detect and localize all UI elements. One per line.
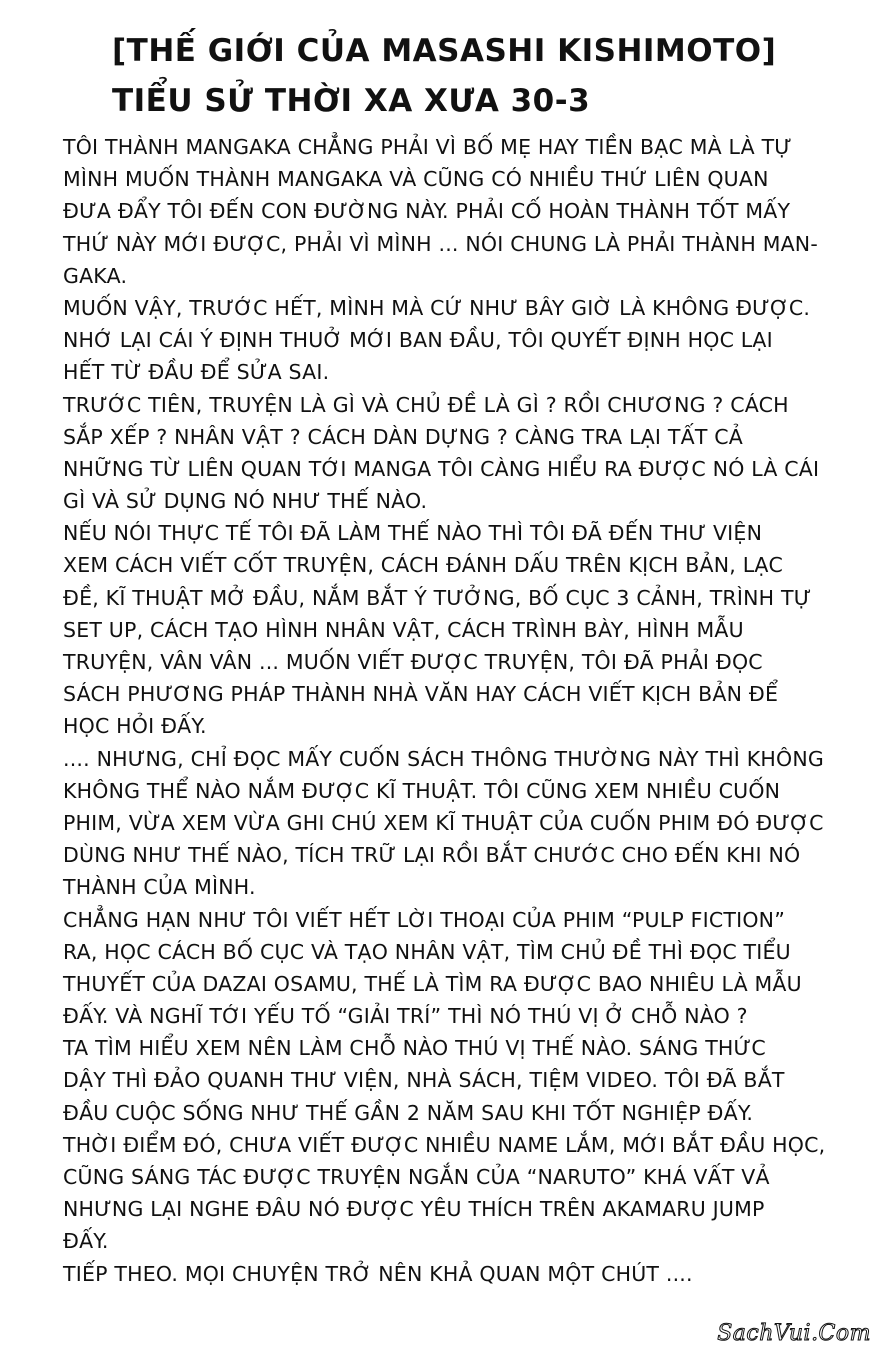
body-line: KHÔNG THỂ NÀO NẮM ĐƯỢC KĨ THUẬT. TÔI CŨNG XEM NHIỀU CUỐN bbox=[63, 778, 781, 803]
body-line: NHƯNG LẠI NGHE ĐÂU NÓ ĐƯỢC YÊU THÍCH TRÊN AKAMARU JUMP bbox=[63, 1197, 765, 1222]
body-line: THÀNH CỦA MÌNH. bbox=[63, 875, 256, 900]
body-line: CHẲNG HẠN NHƯ TÔI VIẾT HẾT LỜI THOẠI CỦA PHIM “PULP FICTION” bbox=[63, 907, 786, 932]
body-line: THUYẾT CỦA DAZAI OSAMU, THẾ LÀ TÌM RA ĐƯỢC BAO NHIÊU LÀ MẪU bbox=[63, 971, 802, 996]
body-line: PHIM, VỪA XEM VỪA GHI CHÚ XEM KĨ THUẬT CỦA CUỐN PHIM ĐÓ ĐƯỢC bbox=[63, 810, 824, 835]
body-line: DẬY THÌ ĐẢO QUANH THƯ VIỆN, NHÀ SÁCH, TIỆM VIDEO. TÔI ĐÃ BẮT bbox=[63, 1068, 785, 1093]
title-line-1: [THẾ GIỚI CỦA MASASHI KISHIMOTO] bbox=[112, 33, 777, 69]
body-line: ĐẦU CUỘC SỐNG NHƯ THẾ GẦN 2 NĂM SAU KHI TỐT NGHIỆP ĐẤY. bbox=[63, 1100, 754, 1125]
body-line: ĐỀ, KĨ THUẬT MỞ ĐẦU, NẮM BẮT Ý TƯỞNG, BỐ CỤC 3 CẢNH, TRÌNH TỰ bbox=[63, 585, 812, 610]
body-line: TRUYỆN, VÂN VÂN ... MUỐN VIẾT ĐƯỢC TRUYỆN, TÔI ĐÃ PHẢI ĐỌC bbox=[63, 650, 763, 674]
body-line: GAKA. bbox=[63, 263, 128, 288]
body-line: NHỚ LẠI CÁI Ý ĐỊNH THUỞ MỚI BAN ĐẦU, TÔI QUYẾT ĐỊNH HỌC LẠI bbox=[63, 328, 773, 353]
body-line: NẾU NÓI THỰC TẾ TÔI ĐÃ LÀM THẾ NÀO THÌ TÔI ĐÃ ĐẾN THƯ VIỆN bbox=[63, 521, 763, 546]
body-line: HỌC HỎI ĐẤY. bbox=[63, 714, 207, 739]
page-title bbox=[112, 26, 852, 126]
body-line: CŨNG SÁNG TÁC ĐƯỢC TRUYỆN NGẮN CỦA “NARUTO” KHÁ VẤT VẢ bbox=[63, 1165, 770, 1189]
body-line: TA TÌM HIỂU XEM NÊN LÀM CHỖ NÀO THÚ VỊ THẾ NÀO. SÁNG THỨC bbox=[63, 1036, 766, 1061]
body-line: ĐẤY. VÀ NGHĨ TỚI YẾU TỐ “GIẢI TRÍ” THÌ NÓ THÚ VỊ Ở CHỖ NÀO ? bbox=[63, 1004, 748, 1029]
body-line: TÔI THÀNH MANGAKA CHẲNG PHẢI VÌ BỐ MẸ HAY TIỀN BẠC MÀ LÀ TỰ bbox=[63, 135, 793, 159]
body-line: SẮP XẾP ? NHÂN VẬT ? CÁCH DÀN DỰNG ? CÀNG TRA LẠI TẤT CẢ bbox=[63, 424, 744, 449]
body-line: TRƯỚC TIÊN, TRUYỆN LÀ GÌ VÀ CHỦ ĐỀ LÀ GÌ ? RỒI CHƯƠNG ? CÁCH bbox=[63, 392, 789, 417]
body-line: .... NHƯNG, CHỈ ĐỌC MẤY CUỐN SÁCH THÔNG THƯỜNG NÀY THÌ KHÔNG bbox=[63, 746, 824, 771]
body-line: HẾT TỪ ĐẦU ĐỂ SỬA SAI. bbox=[63, 360, 330, 385]
body-line: DÙNG NHƯ THẾ NÀO, TÍCH TRỮ LẠI RỒI BẮT CHƯỚC CHO ĐẾN KHI NÓ bbox=[63, 843, 801, 868]
body-text bbox=[63, 131, 828, 1290]
watermark-logo: SachVui.Com bbox=[717, 1321, 871, 1346]
body-line: MUỐN VẬY, TRƯỚC HẾT, MÌNH MÀ CỨ NHƯ BÂY GIỜ LÀ KHÔNG ĐƯỢC. bbox=[63, 295, 811, 320]
body-line: GÌ VÀ SỬ DỤNG NÓ NHƯ THẾ NÀO. bbox=[63, 489, 428, 514]
title-line-2: TIỂU SỬ THỜI XA XƯA 30-3 bbox=[112, 83, 591, 119]
body-line: ĐẤY. bbox=[63, 1229, 109, 1254]
body-line: TIẾP THEO. MỌI CHUYỆN TRỞ NÊN KHẢ QUAN MỘT CHÚT .... bbox=[63, 1261, 693, 1286]
body-line: XEM CÁCH VIẾT CỐT TRUYỆN, CÁCH ĐÁNH DẤU TRÊN KỊCH BẢN, LẠC bbox=[63, 553, 784, 578]
body-line: SÁCH PHƯƠNG PHÁP THÀNH NHÀ VĂN HAY CÁCH VIẾT KỊCH BẢN ĐỂ bbox=[63, 682, 779, 707]
body-line: ĐƯA ĐẨY TÔI ĐẾN CON ĐƯỜNG NÀY. PHẢI CỐ HOÀN THÀNH TỐT MẤY bbox=[63, 199, 791, 224]
body-line: THỨ NÀY MỚI ĐƯỢC, PHẢI VÌ MÌNH ... NÓI CHUNG LÀ PHẢI THÀNH MAN- bbox=[63, 231, 818, 256]
body-line: MÌNH MUỐN THÀNH MANGAKA VÀ CŨNG CÓ NHIỀU THỨ LIÊN QUAN bbox=[63, 167, 769, 192]
body-line: NHỮNG TỪ LIÊN QUAN TỚI MANGA TÔI CÀNG HIỂU RA ĐƯỢC NÓ LÀ CÁI bbox=[63, 456, 820, 481]
body-line: SET UP, CÁCH TẠO HÌNH NHÂN VẬT, CÁCH TRÌNH BÀY, HÌNH MẪU bbox=[63, 617, 744, 642]
body-line: RA, HỌC CÁCH BỐ CỤC VÀ TẠO NHÂN VẬT, TÌM CHỦ ĐỀ THÌ ĐỌC TIỂU bbox=[63, 939, 791, 964]
body-line: THỜI ĐIỂM ĐÓ, CHƯA VIẾT ĐƯỢC NHIỀU NAME LẮM, MỚI BẮT ĐẦU HỌC, bbox=[63, 1132, 826, 1157]
